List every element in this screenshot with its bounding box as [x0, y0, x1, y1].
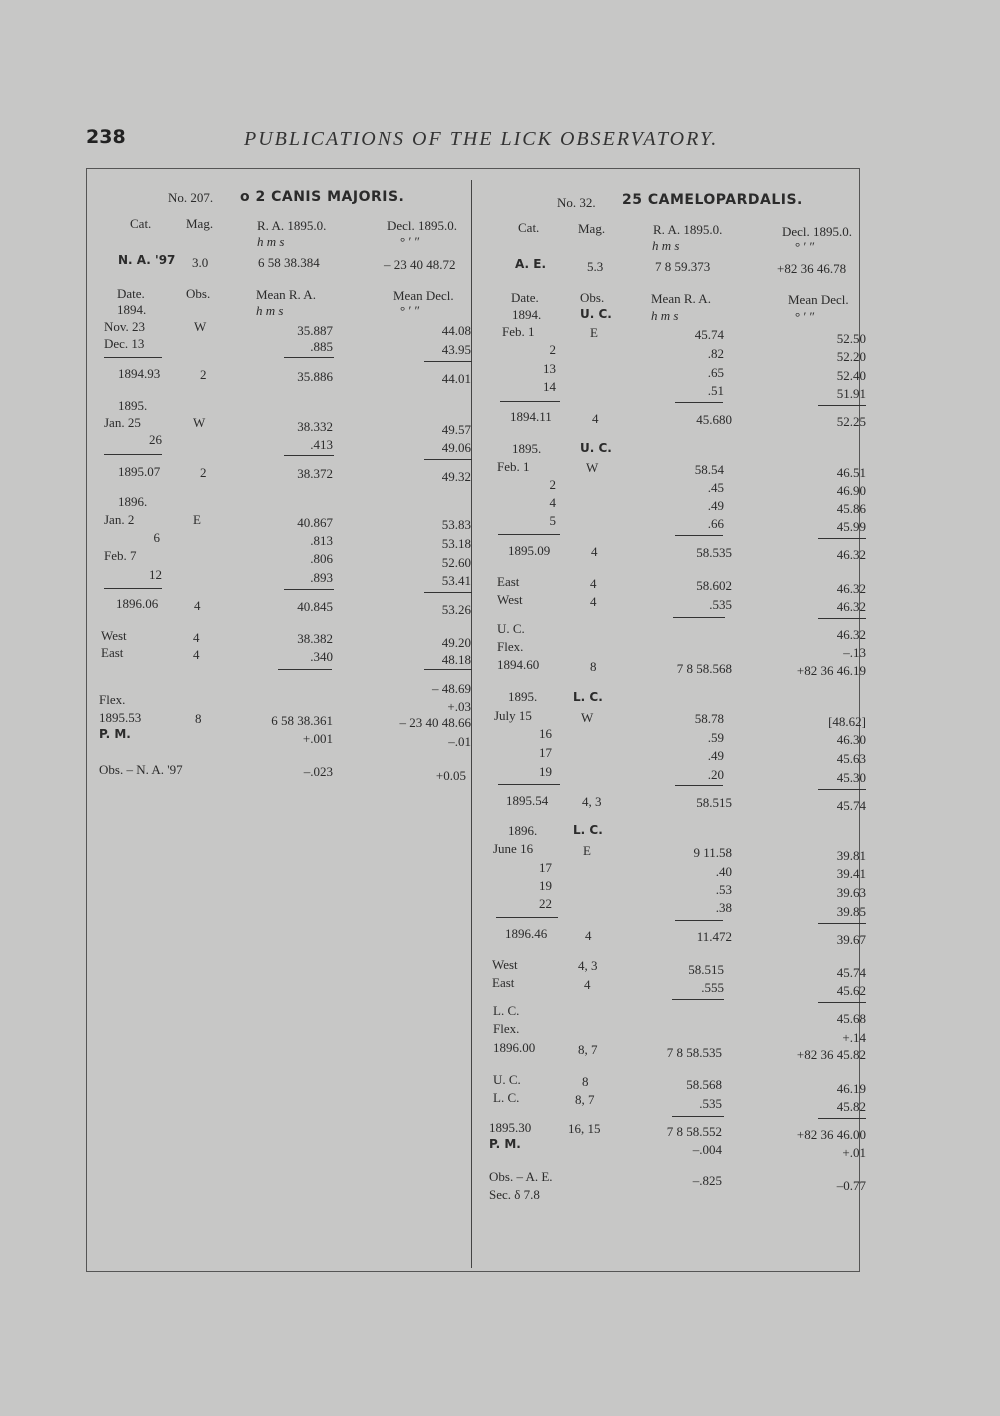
left-decl: 49.20	[441, 635, 471, 650]
left-decl: 49.57	[441, 422, 471, 437]
right-ra: .535	[699, 1096, 722, 1111]
right-date: East	[492, 975, 515, 990]
right-decl: 39.85	[836, 904, 866, 919]
right-date: July 15	[494, 708, 532, 723]
rule	[818, 923, 866, 924]
right-date: Sec. δ 7.8	[489, 1187, 540, 1202]
right-ra: 58.568	[686, 1077, 722, 1092]
right-decl: +.14	[842, 1030, 866, 1045]
right-obs: 4	[592, 411, 599, 426]
left-header-mag: Mag.	[186, 216, 214, 231]
left-decl: +0.05	[435, 768, 466, 783]
right-catalog-cat: A. E.	[515, 257, 547, 271]
left-date: 26	[149, 432, 162, 447]
rule	[672, 1116, 724, 1117]
right-decl: 46.19	[836, 1081, 866, 1096]
right-decl: 52.20	[836, 349, 866, 364]
rule	[818, 405, 866, 406]
left-decl: 52.60	[441, 555, 471, 570]
right-obs: 8	[582, 1074, 589, 1089]
left-date: 6	[153, 530, 160, 545]
left-obs: 2	[200, 465, 207, 480]
right-decl: [48.62]	[828, 714, 866, 729]
left-decl: 53.41	[441, 573, 471, 588]
left-ra: 40.845	[297, 599, 333, 614]
right-decl: +.01	[842, 1145, 866, 1160]
right-decl: 45.82	[836, 1099, 866, 1114]
rule	[284, 455, 334, 456]
right-ra: 58.54	[694, 462, 724, 477]
right-ra: 45.74	[694, 327, 724, 342]
rule	[818, 789, 866, 790]
left-decl: 49.06	[441, 440, 471, 455]
right-obs: 4	[584, 977, 591, 992]
left-ra: .813	[310, 533, 333, 548]
right-catalog-decl: +82 36 46.78	[777, 261, 847, 276]
right-decl: 45.99	[836, 519, 866, 534]
left-date: Flex.	[99, 692, 126, 707]
right-decl: 51.91	[836, 386, 866, 401]
left-obs: E	[193, 512, 201, 527]
left-title-number: No. 207.	[168, 190, 214, 205]
right-decl: 52.25	[836, 414, 866, 429]
rule	[104, 588, 162, 589]
right-decl: 46.32	[836, 581, 866, 596]
right-subheader-year: 1894.	[512, 307, 542, 322]
right-decl: +82 36 46.19	[796, 663, 866, 678]
left-catalog-cat: N. A. '97	[118, 253, 176, 267]
right-subheader-uc: U. C.	[580, 307, 612, 321]
right-decl: 46.90	[836, 483, 866, 498]
right-date: June 16	[493, 841, 534, 856]
right-decl: 39.81	[836, 848, 866, 863]
right-date: 16	[539, 726, 552, 741]
right-obs: E	[583, 843, 591, 858]
right-header-decl-units: ° ′ ″	[795, 239, 815, 254]
right-ra: 7 8 58.535	[666, 1045, 722, 1060]
left-decl: – 48.69	[432, 681, 471, 696]
right-header-ra: R. A. 1895.0.	[653, 222, 723, 237]
right-decl: 46.51	[836, 465, 866, 480]
left-date: East	[101, 645, 124, 660]
right-catalog-mag: 5.3	[587, 259, 604, 274]
right-ra: 11.472	[696, 929, 732, 944]
right-decl: –0.77	[836, 1178, 866, 1193]
left-ra: 40.867	[297, 515, 333, 530]
right-obs: 4	[590, 576, 597, 591]
left-header-cat: Cat.	[130, 216, 152, 231]
right-date: Feb. 1	[497, 459, 530, 474]
left-date: Obs. – N. A. '97	[99, 762, 183, 777]
left-ra: .806	[310, 551, 333, 566]
right-obs: 16, 15	[568, 1121, 601, 1136]
right-decl: 46.32	[836, 627, 866, 642]
left-ra: .885	[310, 339, 333, 354]
left-date: Jan. 2	[104, 512, 135, 527]
right-obs: L. C.	[573, 823, 603, 837]
right-date: 1894.11	[510, 409, 552, 424]
right-ra: 58.78	[694, 711, 724, 726]
right-date: 5	[549, 513, 556, 528]
left-header-decl: Decl. 1895.0.	[387, 218, 458, 233]
right-date: 2	[549, 477, 556, 492]
left-ra: 35.886	[297, 369, 333, 384]
right-decl: 46.32	[836, 599, 866, 614]
left-obs: 2	[200, 367, 207, 382]
rule	[104, 454, 162, 455]
right-decl: 45.86	[836, 501, 866, 516]
right-decl: 45.30	[836, 770, 866, 785]
rule	[424, 669, 472, 670]
right-obs: 8	[590, 659, 597, 674]
left-subheader-date: Date.	[117, 286, 145, 301]
right-subheader-ra-units: h m s	[651, 308, 679, 323]
right-date: 19	[539, 878, 552, 893]
left-decl: 48.18	[441, 652, 471, 667]
left-date: West	[101, 628, 127, 643]
rule	[104, 357, 162, 358]
right-header-ra-units: h m s	[652, 238, 680, 253]
left-date: Dec. 13	[104, 336, 145, 351]
rule	[284, 357, 334, 358]
right-date: Feb. 1	[502, 324, 535, 339]
left-header-ra: R. A. 1895.0.	[257, 218, 327, 233]
left-ra: 35.887	[297, 323, 333, 338]
left-catalog-mag: 3.0	[192, 255, 209, 270]
right-date: 1895.09	[508, 543, 551, 558]
right-ra: –.825	[692, 1173, 722, 1188]
right-subheader-mean-ra: Mean R. A.	[651, 291, 711, 306]
left-subheader-year: 1894.	[117, 302, 147, 317]
left-catalog-ra: 6 58 38.384	[258, 255, 320, 270]
right-ra: 58.602	[696, 578, 732, 593]
left-ra: .893	[310, 570, 333, 585]
rule	[675, 402, 723, 403]
right-title-star: 25 CAMELOPARDALIS.	[622, 192, 803, 208]
right-decl: 46.32	[836, 547, 866, 562]
right-date: 1895.	[508, 689, 538, 704]
right-date: Obs. – A. E.	[489, 1169, 553, 1184]
right-decl: +82 36 46.00	[796, 1127, 866, 1142]
right-date: West	[497, 592, 523, 607]
right-date: 1895.30	[489, 1120, 532, 1135]
rule	[818, 1002, 866, 1003]
rule	[424, 592, 472, 593]
left-ra: 38.332	[297, 419, 333, 434]
left-obs: 8	[195, 711, 202, 726]
right-ra: 7 8 58.568	[676, 661, 732, 676]
right-date: 1895.54	[506, 793, 549, 808]
left-ra: 38.372	[297, 466, 333, 481]
right-ra: .45	[707, 480, 724, 495]
left-decl: 44.01	[441, 371, 471, 386]
right-decl: 52.50	[836, 331, 866, 346]
right-decl: 52.40	[836, 368, 866, 383]
rule	[675, 785, 723, 786]
right-header-decl: Decl. 1895.0.	[782, 224, 853, 239]
rule	[278, 669, 332, 670]
left-decl: 53.18	[441, 536, 471, 551]
right-subheader-obs: Obs.	[580, 290, 605, 305]
right-date: 1896.00	[493, 1040, 536, 1055]
rule	[500, 401, 560, 402]
right-decl: 39.41	[836, 866, 866, 881]
left-obs: W	[193, 415, 206, 430]
rule	[424, 361, 472, 362]
right-date: West	[492, 957, 518, 972]
right-date: Flex.	[493, 1021, 520, 1036]
right-date: 17	[539, 745, 552, 760]
right-subheader-date: Date.	[511, 290, 539, 305]
left-subheader-mean-ra: Mean R. A.	[256, 287, 316, 302]
right-ra: .49	[707, 748, 724, 763]
left-obs: 4	[193, 647, 200, 662]
rule	[673, 617, 725, 618]
right-date: U. C.	[493, 1072, 521, 1087]
left-ra: –.023	[303, 764, 333, 779]
right-ra: 58.515	[696, 795, 732, 810]
right-ra: .40	[715, 864, 732, 879]
left-decl: +.03	[447, 699, 471, 714]
left-decl: – 23 40 48.66	[399, 715, 471, 730]
right-obs: 4, 3	[578, 958, 598, 973]
left-date: 1896.	[118, 494, 148, 509]
right-ra: 58.515	[688, 962, 724, 977]
left-subheader-ra-units: h m s	[256, 303, 284, 318]
right-ra: .38	[715, 900, 732, 915]
left-decl: 43.95	[441, 342, 471, 357]
left-title-star: o 2 CANIS MAJORIS.	[240, 189, 405, 205]
left-ra: .340	[310, 649, 333, 664]
right-decl: +82 36 45.82	[796, 1047, 866, 1062]
left-date: 1894.93	[118, 366, 161, 381]
right-obs: 4	[590, 594, 597, 609]
rule	[496, 917, 558, 918]
right-ra: .535	[709, 597, 732, 612]
right-ra: 45.680	[696, 412, 732, 427]
left-date: Nov. 23	[104, 319, 146, 334]
right-obs: 4, 3	[582, 794, 602, 809]
right-date: U. C.	[497, 621, 525, 636]
left-date: 1895.53	[99, 710, 142, 725]
right-obs: W	[581, 710, 594, 725]
rule	[675, 535, 723, 536]
left-ra: +.001	[302, 731, 333, 746]
right-obs: U. C.	[580, 441, 612, 455]
left-date: 1895.	[118, 398, 148, 413]
right-obs: 8, 7	[575, 1092, 595, 1107]
left-decl: 53.26	[441, 602, 471, 617]
rule	[424, 459, 472, 460]
left-obs: W	[194, 319, 207, 334]
right-ra: 9 11.58	[693, 845, 732, 860]
running-head: PUBLICATIONS OF THE LICK OBSERVATORY.	[244, 128, 719, 150]
left-subheader-obs: Obs.	[186, 286, 211, 301]
right-ra: .51	[707, 383, 724, 398]
right-subheader-mean-decl: Mean Decl.	[788, 292, 849, 307]
right-ra: 7 8 58.552	[666, 1124, 722, 1139]
right-decl: 46.30	[836, 732, 866, 747]
left-ra: 38.382	[297, 631, 333, 646]
page-number: 238	[86, 126, 126, 148]
right-ra: .82	[707, 346, 724, 361]
right-obs: 4	[591, 544, 598, 559]
right-obs: 4	[585, 928, 592, 943]
rule	[818, 538, 866, 539]
right-decl: 45.63	[836, 751, 866, 766]
right-title-number: No. 32.	[557, 195, 596, 210]
right-subheader-decl-units: ° ′ ″	[795, 309, 815, 324]
left-decl: 49.32	[441, 469, 471, 484]
rule	[498, 534, 560, 535]
left-subheader-decl-units: ° ′ ″	[400, 303, 420, 318]
right-date: 1894.60	[497, 657, 540, 672]
right-decl: 45.68	[836, 1011, 866, 1026]
left-decl: 44.08	[441, 323, 471, 338]
right-decl: 45.62	[836, 983, 866, 998]
left-subheader-mean-decl: Mean Decl.	[393, 288, 454, 303]
rule	[284, 589, 334, 590]
right-date: Flex.	[497, 639, 524, 654]
right-ra: .555	[701, 980, 724, 995]
left-date: 12	[149, 567, 162, 582]
left-decl: –.01	[448, 734, 471, 749]
right-decl: 39.63	[836, 885, 866, 900]
rule	[818, 1118, 866, 1119]
right-obs: W	[586, 460, 599, 475]
right-date: L. C.	[493, 1003, 520, 1018]
right-header-cat: Cat.	[518, 220, 540, 235]
right-ra: .53	[715, 882, 732, 897]
right-decl: 45.74	[836, 798, 866, 813]
right-date: 14	[543, 379, 556, 394]
right-decl: 39.67	[836, 932, 866, 947]
right-ra: .20	[707, 767, 724, 782]
column-divider	[471, 180, 472, 1268]
right-date: East	[497, 574, 520, 589]
right-date: 1895.	[512, 441, 542, 456]
right-decl: –.13	[843, 645, 866, 660]
right-date: 13	[543, 361, 556, 376]
right-date: 17	[539, 860, 552, 875]
right-ra: .59	[707, 730, 724, 745]
left-date: Jan. 25	[104, 415, 141, 430]
left-catalog-decl: – 23 40 48.72	[384, 257, 456, 272]
right-ra: –.004	[692, 1142, 722, 1157]
left-date: 1896.06	[116, 596, 159, 611]
right-obs: L. C.	[573, 690, 603, 704]
right-date: 2	[549, 342, 556, 357]
rule	[675, 920, 723, 921]
right-ra: 58.535	[696, 545, 732, 560]
left-decl: 53.83	[441, 517, 471, 532]
left-date: 1895.07	[118, 464, 161, 479]
right-header-mag: Mag.	[578, 221, 606, 236]
right-catalog-ra: 7 8 59.373	[655, 259, 711, 274]
left-obs: 4	[193, 630, 200, 645]
rule	[498, 784, 560, 785]
right-date: 19	[539, 764, 552, 779]
left-date: P. M.	[99, 727, 131, 741]
right-obs: 8, 7	[578, 1042, 598, 1057]
right-ra: .66	[707, 516, 724, 531]
right-ra: .65	[707, 365, 724, 380]
right-ra: .49	[707, 498, 724, 513]
right-date: L. C.	[493, 1090, 520, 1105]
rule	[818, 618, 866, 619]
left-ra: 6 58 38.361	[271, 713, 333, 728]
left-header-decl-units: ° ′ ″	[400, 234, 420, 249]
right-decl: 45.74	[836, 965, 866, 980]
right-date: 4	[549, 495, 556, 510]
left-obs: 4	[194, 598, 201, 613]
right-date: 1896.	[508, 823, 538, 838]
left-ra: .413	[310, 437, 333, 452]
left-header-ra-units: h m s	[257, 234, 285, 249]
right-obs: E	[590, 325, 598, 340]
right-date: 22	[539, 896, 552, 911]
right-date: 1896.46	[505, 926, 548, 941]
rule	[672, 999, 724, 1000]
left-date: Feb. 7	[104, 548, 137, 563]
right-date: P. M.	[489, 1137, 521, 1151]
